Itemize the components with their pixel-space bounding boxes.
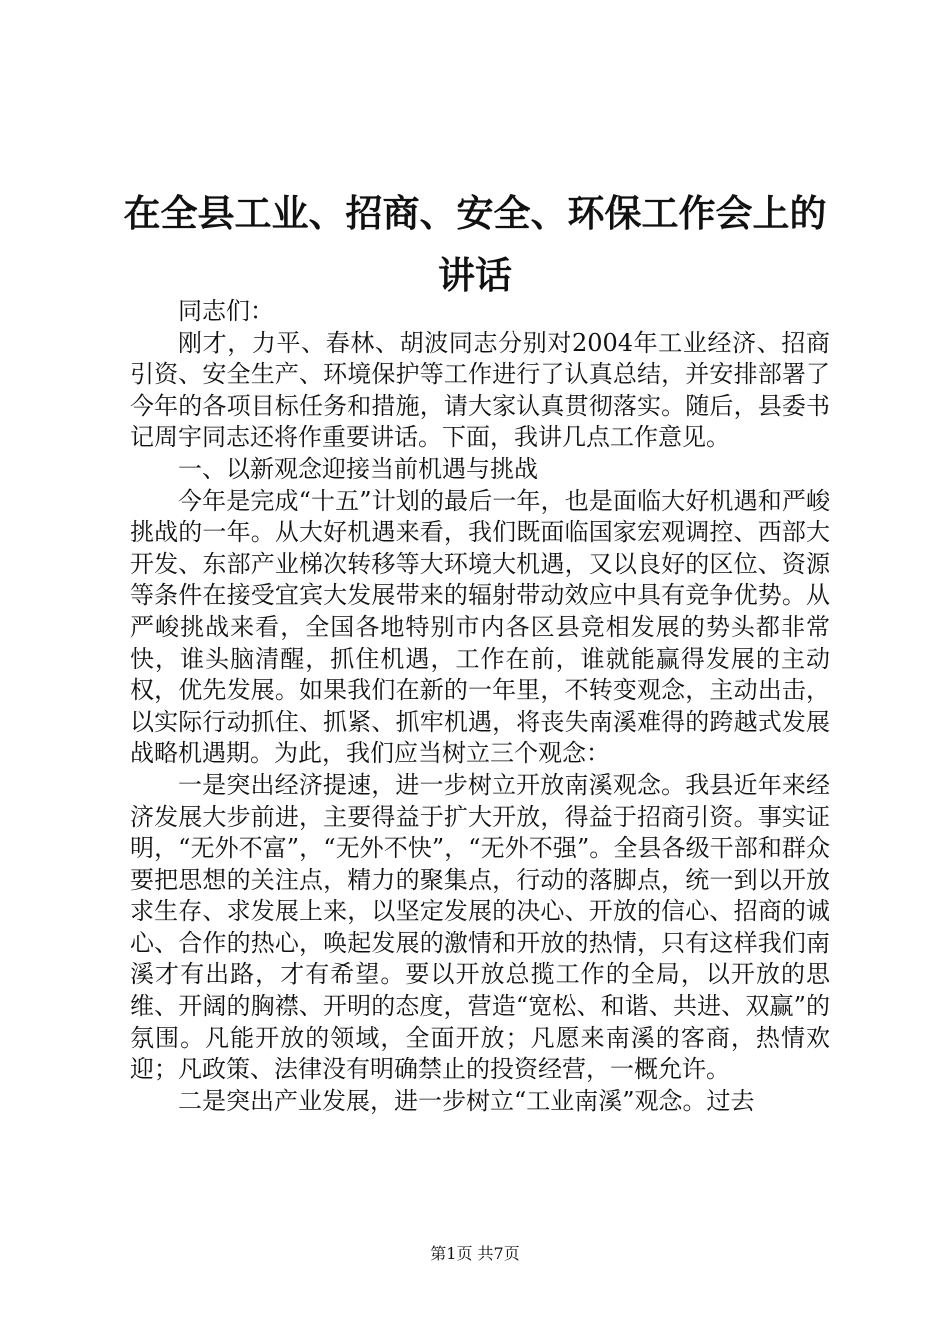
section-heading-1: 一、以新观念迎接当前机遇与挑战 <box>178 454 538 483</box>
paragraph-opportunities: 今年是完成“十五”计划的最后一年，也是面临大好机遇和严峻挑战的一年。从大好机遇来看，我们既面临国家宏观调控、西部大开发、东部产业梯次转移等大环境大机遇，又以良好的区位、资源等条件在接受宜宾大发展带来的辐射带动效应中具有竞争优势。从严峻挑战来看，全国各地特别市内各区县竞相发展的势头都非常快，谁头脑清醒，抓住机遇，工作在前，谁就能赢得发展的主动权，优先发展。如果我们在新的一年里，不转变观念，主动出击，以实际行动抓住、抓紧、抓牢机遇，将丧失南溪难得的跨越式发展战略机遇期。为此，我们应当树立三个观念： <box>130 486 830 768</box>
page-footer: 第1页 共7页 <box>430 1244 520 1263</box>
document-title: 在全县工业、招商、安全、环保工作会上的讲话 <box>123 191 827 297</box>
paragraph-point-1: 一是突出经济提速，进一步树立开放南溪观念。我县近年来经济发展大步前进，主要得益于扩大开放，得益于招商引资。事实证明，“无外不富”，“无外不快”，“无外不强”。全县各级干部和群众要把思想的关注点，精力的聚集点，行动的落脚点，统一到以开放求生存、求发展上来，以坚定发展的决心、开放的信心、招商的诚心、合作的热心，唤起发展的激情和开放的热情，只有这样我们南溪才有出路，才有希望。要以开放总揽工作的全局，以开放的思维、开阔的胸襟、开明的态度，营造“宽松、和谐、共进、双赢”的氛围。凡能开放的领域，全面开放；凡愿来南溪的客商，热情欢迎；凡政策、法律没有明确禁止的投资经营，一概允许。 <box>130 770 830 1084</box>
paragraph-salutation: 同志们： <box>178 297 274 325</box>
document-body <box>130 296 830 1117</box>
paragraph-intro: 刚才，力平、春林、胡波同志分别对2004年工业经济、招商引资、安全生产、环境保护等工作进行了认真总结，并安排部署了今年的各项目标任务和措施，请大家认真贯彻落实。随后，县委书记周宇同志还将作重要讲话。下面，我讲几点工作意见。 <box>130 328 830 452</box>
paragraph-point-2: 二是突出产业发展，进一步树立“工业南溪”观念。过去 <box>178 1086 755 1115</box>
